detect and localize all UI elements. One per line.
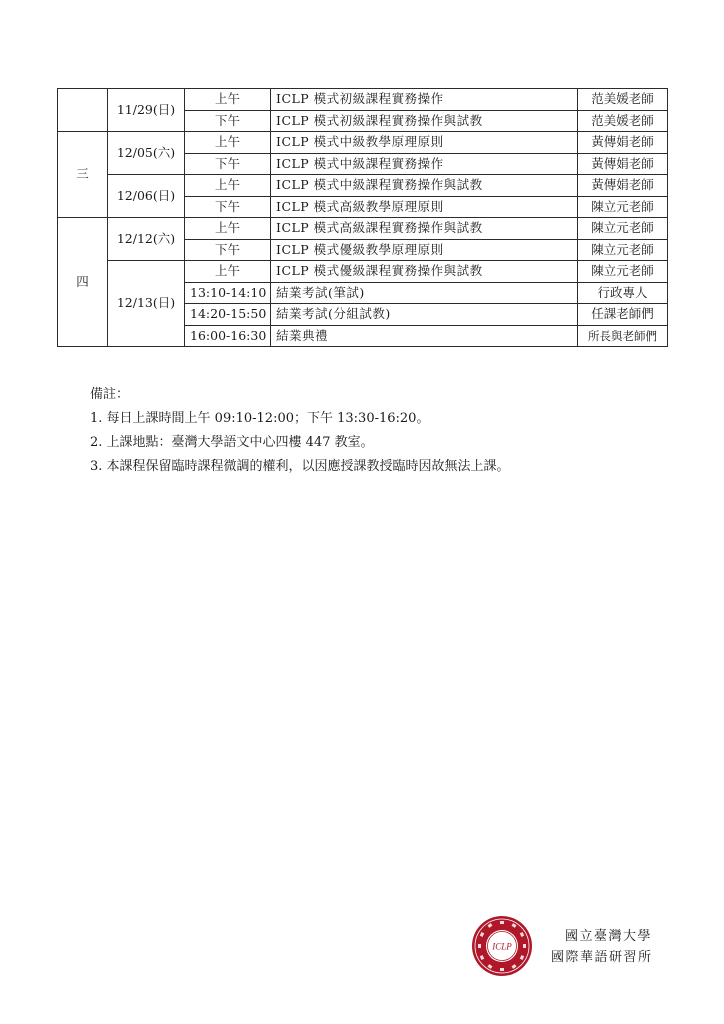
iclp-seal-icon <box>470 914 534 978</box>
week-cell: 三 <box>58 132 108 218</box>
teacher-cell: 所長與老師們 <box>578 325 668 347</box>
course-cell: ICLP 模式中級課程實務操作與試教 <box>271 175 578 197</box>
course-cell: ICLP 模式初級課程實務操作與試教 <box>271 110 578 132</box>
period-cell: 下午 <box>185 153 271 175</box>
course-cell: ICLP 模式優級教學原理原則 <box>271 239 578 261</box>
week-cell <box>58 89 108 132</box>
period-cell: 下午 <box>185 196 271 218</box>
course-cell: ICLP 模式高級教學原理原則 <box>271 196 578 218</box>
note-item: 3. 本課程保留臨時課程微調的權利，以因應授課教授臨時因故無法上課。 <box>90 459 510 474</box>
teacher-cell: 陳立元老師 <box>578 261 668 283</box>
teacher-cell: 行政專人 <box>578 282 668 304</box>
period-cell: 14:20-15:50 <box>185 304 271 326</box>
date-cell: 12/05(六) <box>108 132 185 175</box>
course-cell: 結業考試(筆試) <box>271 282 578 304</box>
period-cell: 13:10-14:10 <box>185 282 271 304</box>
course-cell: 結業考試(分組試教) <box>271 304 578 326</box>
period-cell: 上午 <box>185 132 271 154</box>
table-row <box>58 132 668 154</box>
course-cell: ICLP 模式中級教學原理原則 <box>271 132 578 154</box>
institution-block <box>551 926 653 968</box>
note-item: 1. 每日上課時間上午 09:10-12:00；下午 13:30-16:20。 <box>90 411 430 426</box>
teacher-cell: 范美媛老師 <box>578 89 668 111</box>
period-cell: 上午 <box>185 218 271 240</box>
course-cell: 結業典禮 <box>271 325 578 347</box>
teacher-cell: 陳立元老師 <box>578 239 668 261</box>
week-cell: 四 <box>58 218 108 347</box>
notes-section <box>90 383 510 479</box>
period-cell: 上午 <box>185 175 271 197</box>
date-cell: 12/06(日) <box>108 175 185 218</box>
period-cell: 上午 <box>185 261 271 283</box>
teacher-cell: 黃傳娟老師 <box>578 153 668 175</box>
course-cell: ICLP 模式優級課程實務操作與試教 <box>271 261 578 283</box>
period-cell: 上午 <box>185 89 271 111</box>
notes-heading: 備註： <box>90 387 130 402</box>
course-cell: ICLP 模式初級課程實務操作 <box>271 89 578 111</box>
period-cell: 16:00-16:30 <box>185 325 271 347</box>
teacher-cell: 黃傳娟老師 <box>578 132 668 154</box>
teacher-cell: 任課老師們 <box>578 304 668 326</box>
teacher-cell: 陳立元老師 <box>578 218 668 240</box>
teacher-cell: 范美媛老師 <box>578 110 668 132</box>
table-row <box>58 89 668 111</box>
period-cell: 下午 <box>185 110 271 132</box>
schedule-table <box>57 88 668 347</box>
date-cell: 12/12(六) <box>108 218 185 261</box>
note-item: 2. 上課地點：臺灣大學語文中心四樓 447 教室。 <box>90 435 374 450</box>
table-row <box>58 261 668 283</box>
institution-name: 國立臺灣大學 <box>565 929 653 944</box>
period-cell: 下午 <box>185 239 271 261</box>
institution-subname: 國際華語研習所 <box>551 950 653 965</box>
table-row <box>58 218 668 240</box>
seal-text: ICLP <box>492 941 512 952</box>
teacher-cell: 陳立元老師 <box>578 196 668 218</box>
date-cell: 12/13(日) <box>108 261 185 347</box>
teacher-cell: 黃傳娟老師 <box>578 175 668 197</box>
date-cell: 11/29(日) <box>108 89 185 132</box>
table-row <box>58 175 668 197</box>
course-cell: ICLP 模式高級課程實務操作與試教 <box>271 218 578 240</box>
course-cell: ICLP 模式中級課程實務操作 <box>271 153 578 175</box>
